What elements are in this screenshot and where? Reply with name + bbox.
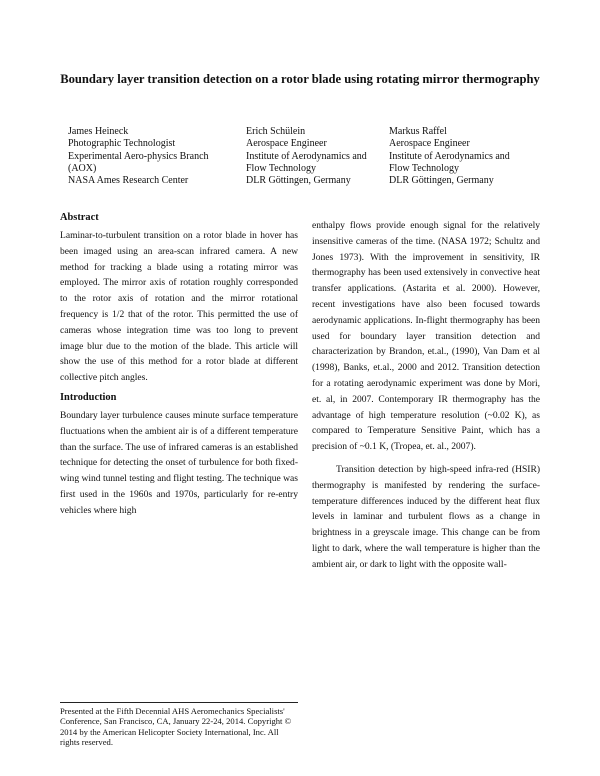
introduction-paragraph-2: Transition detection by high-speed infra-red (HSIR) thermography is manifested by rendering the surface-temperature differences induced by the different heat flux levels in laminar and turbulent flows as a change in brightness in a greyscale image. This change can be from light to dark, where the wall temperature is higher than the ambient air, or dark to light with the opposite wall- <box>312 463 540 570</box>
author-affiliation: Aerospace Engineer <box>246 138 327 150</box>
author-affiliation: Photographic Technologist <box>68 138 176 150</box>
right-column <box>312 218 540 573</box>
author-block-raffel <box>389 126 539 187</box>
abstract-heading: Abstract <box>60 212 99 223</box>
author-block-schulein <box>246 126 386 187</box>
abstract-text: Laminar-to-turbulent transition on a rotor blade in hover has been imaged using an area-scan infrared camera. A new method for tracking a blade using a rotating mirror was employed. The mirror axis of rotation roughly corresponded to the rotor axis of rotation and the mirror rotational frequency is 1/2 that of the rotor. This permitted the use of cameras whose integration time was too long to prevent image blur due to the motion of the blade. This article will show the use of this method for a rotor blade at different collective pitch angles. <box>60 230 298 384</box>
author-affiliation: Institute of Aerodynamics and Flow Technology <box>389 150 510 174</box>
introduction-paragraph: Boundary layer turbulence causes minute surface temperature fluctuations when the ambient air is of a different temperature than the surface. The use of infrared cameras is an established technique for detecting the onset of turbulence for both fixed-wing wind tunnel testing and flight testing. The technique was first used in the 1960s and 1970s, particularly for re-entry vehicles where high <box>60 409 298 516</box>
introduction-paragraph-continued: enthalpy flows provide enough signal for the relatively insensitive cameras of the time. (NASA 1972; Schultz and Jones 1973). With the improvement in sensitivity, IR thermography has been used extensively in convective heat transfer applications. (Astarita et al. 2000). However, recent investigations have also been focused towards aerodynamic applications. In-flight thermography has been used for boundary layer transition detection and characterization by Brandon, et.al., (1990), Van Dam et al (1998), Banks, et.al., 2000 and 2012. Transition detection for a rotating aerodynamic experiment was done by Mori, et. al, in 2007. Contemporary IR thermography has the advantage of high temperature resolution (~0.02 K), as compared to Temperature Sensitive Paint, which has a precision of ~0.1 K, (Tropea, et. al., 2007). <box>312 220 540 453</box>
author-affiliation: DLR Göttingen, Germany <box>246 175 351 187</box>
footnote-divider <box>60 702 298 703</box>
author-affiliation: NASA Ames Research Center <box>68 175 189 187</box>
author-affiliation: Experimental Aero-physics Branch (AOX) <box>68 150 209 174</box>
author-affiliation: DLR Göttingen, Germany <box>389 175 494 187</box>
author-name: Erich Schülein <box>246 126 306 137</box>
copyright-footnote: Presented at the Fifth Decennial AHS Aeromechanics Specialists' Conference, San Francisco, CA, January 22-24, 2014. Copyright © 2014 by the American Helicopter Society International, Inc. All rights reserved. <box>60 706 292 747</box>
introduction-heading: Introduction <box>60 391 117 403</box>
author-name: Markus Raffel <box>389 126 447 137</box>
left-column <box>60 210 298 519</box>
author-name: James Heineck <box>68 126 129 137</box>
author-block-heineck <box>68 126 238 187</box>
author-affiliation: Institute of Aerodynamics and Flow Technology <box>246 150 367 174</box>
author-affiliation: Aerospace Engineer <box>389 138 470 150</box>
paper-title: Boundary layer transition detection on a rotor blade using rotating mirror thermography <box>60 72 540 86</box>
